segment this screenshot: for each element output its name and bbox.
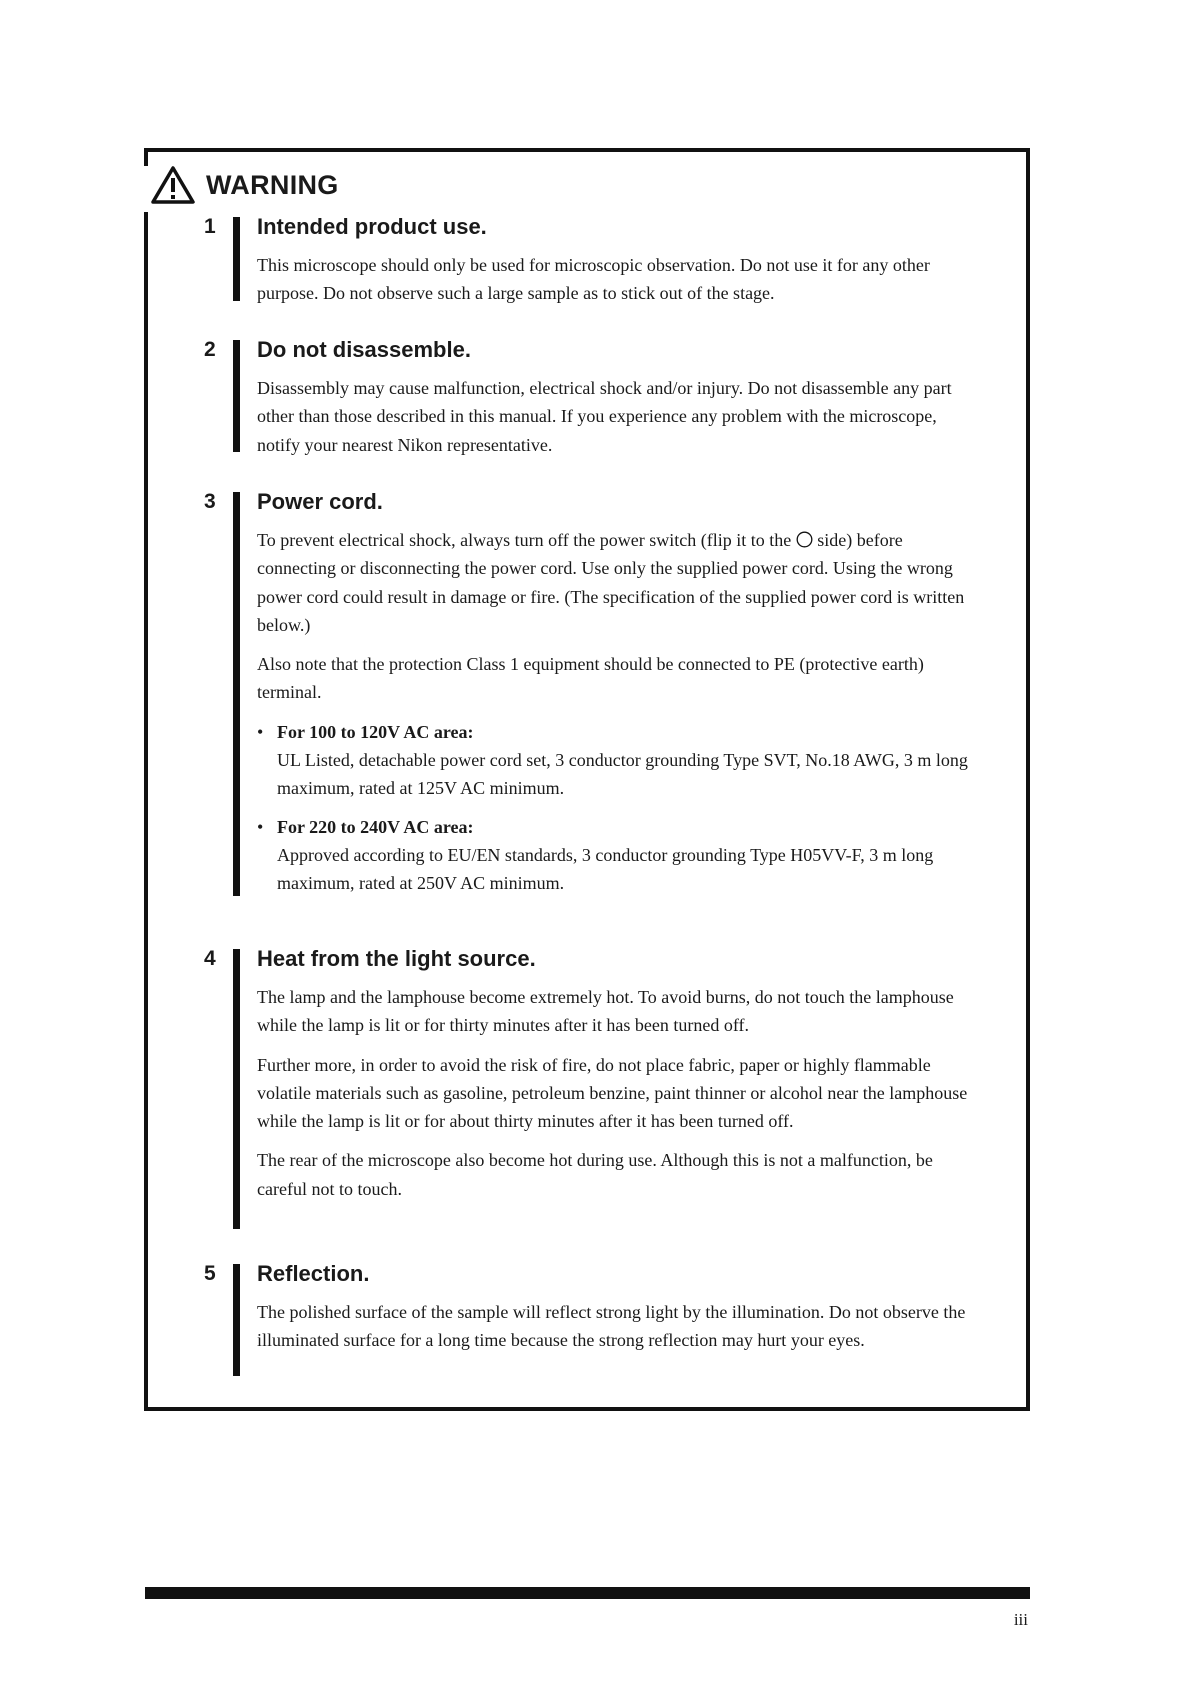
paragraph: The rear of the microscope also become hot during use. Although this is not a malfunction, be careful not to touch.: [257, 1150, 933, 1199]
paragraph: The polished surface of the sample will reflect strong light by the illumination. Do not observe the illuminated surface for a long time because the strong reflection may hurt your eyes.: [257, 1302, 966, 1351]
bullet-heading: For 100 to 120V AC area:: [277, 721, 474, 742]
section-number: 4: [204, 947, 216, 970]
paragraph-text: side) before connecting or disconnecting the power cord. Use only the supplied power cord. Using the wrong power cord could result in damage or fire. (The specification of the supplied power cord is written below.): [257, 530, 965, 635]
section-number: 3: [204, 490, 216, 513]
paragraph: Disassembly may cause malfunction, electrical shock and/or injury. Do not disassemble any part other than those described in this manual. If you experience any problem with the microscope, notify your nearest Nikon representative.: [257, 378, 952, 455]
box-border-stub: [144, 148, 148, 166]
bullet-text: Approved according to EU/EN standards, 3 conductor grounding Type H05VV-F, 3 m long maximum, rated at 250V AC minimum.: [277, 844, 934, 894]
section-bar: [233, 949, 240, 1229]
section-body: [257, 488, 977, 908]
section-title: Do not disassemble.: [257, 337, 471, 362]
paragraph-text: To prevent electrical shock, always turn off the power switch (flip it to the: [257, 530, 796, 550]
section-title: Power cord.: [257, 489, 383, 514]
paragraph: The lamp and the lamphouse become extremely hot. To avoid burns, do not touch the lamphouse while the lamp is lit or for thirty minutes after it has been turned off.: [257, 987, 954, 1036]
section-bar: [233, 340, 240, 452]
section-title: Heat from the light source.: [257, 946, 536, 971]
footer-rule: [145, 1587, 1030, 1599]
paragraph: Further more, in order to avoid the risk of fire, do not place fabric, paper or highly flammable volatile materials such as gasoline, petroleum benzine, paint thinner or alcohol near the lamphouse while the lamp is lit or for about thirty minutes after it has been turned off.: [257, 1054, 968, 1132]
section-number: 5: [204, 1262, 216, 1285]
section-title: Intended product use.: [257, 214, 487, 239]
warning-triangle-icon: [150, 165, 196, 205]
warning-header: [150, 165, 339, 205]
paragraph: Also note that the protection Class 1 equipment should be connected to PE (protective earth) terminal.: [257, 654, 924, 703]
bullet-item: [257, 813, 977, 898]
section-body: [257, 945, 977, 1214]
section-body: [257, 336, 977, 470]
section-body: [257, 1260, 977, 1366]
section-body: [257, 213, 977, 319]
section-bar: [233, 492, 240, 896]
bullet-text: UL Listed, detachable power cord set, 3 conductor grounding Type SVT, No.18 AWG, 3 m long maximum, rated at 125V AC minimum.: [277, 750, 968, 799]
paragraph: [257, 526, 977, 639]
section-number: 1: [204, 215, 216, 238]
bullet-dot-icon: •: [257, 816, 264, 837]
page-number: iii: [1013, 1610, 1028, 1629]
bullet-item: [257, 718, 977, 803]
warning-title: WARNING: [206, 169, 339, 200]
section-title: Reflection.: [257, 1261, 370, 1286]
section-bar: [233, 217, 240, 301]
section-bar: [233, 1264, 240, 1376]
section-number: 2: [204, 338, 216, 361]
off-circle-icon: [796, 531, 813, 548]
bullet-heading: For 220 to 240V AC area:: [277, 816, 474, 837]
box-left-border: [144, 212, 148, 1411]
bullet-dot-icon: •: [257, 721, 264, 742]
paragraph: This microscope should only be used for microscopic observation. Do not use it for any other purpose. Do not observe such a large sample as to stick out of the stage.: [257, 255, 930, 304]
